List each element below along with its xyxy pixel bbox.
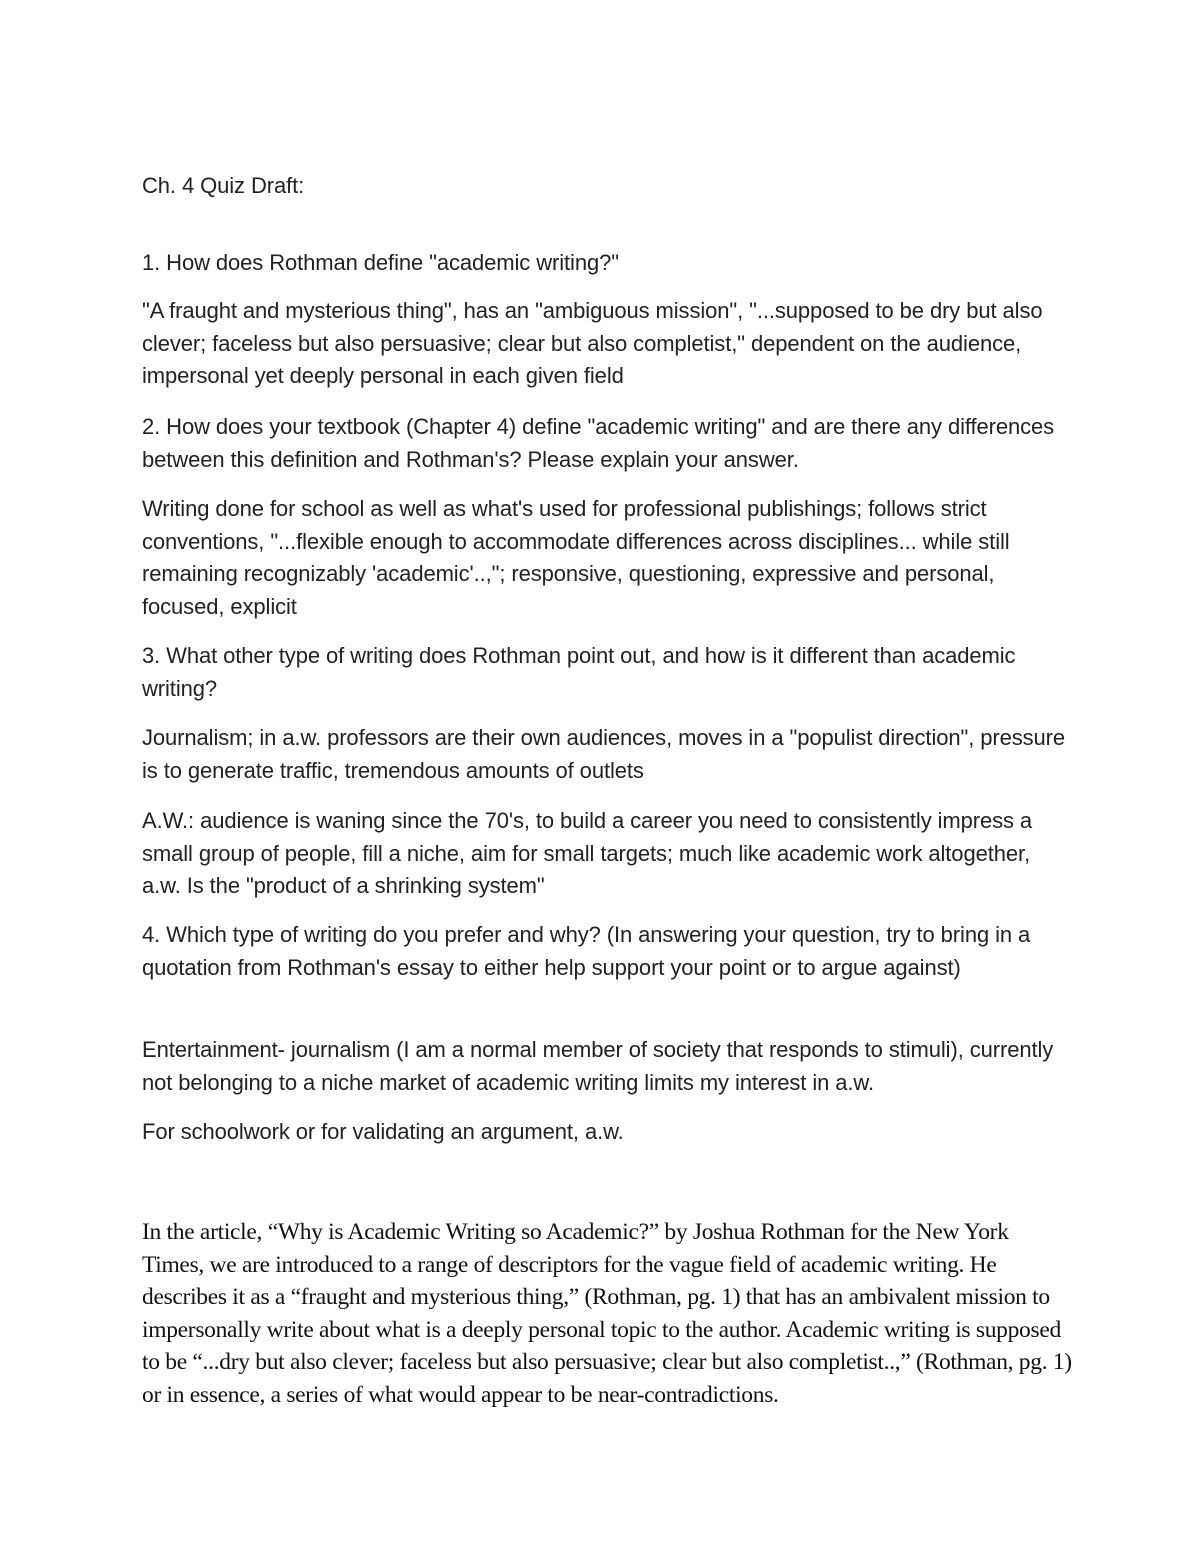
essay-paragraph: In the article, “Why is Academic Writing so Academic?” by Joshua Rothman for the New York Times, we are introduced to a range of descriptors for the vague field of academic writing. He describes it as a “fraught and mysterious thing,” (Rothman, pg. 1) that has an ambivalent mission to impersonally write about what is a deeply personal topic to the author. Academic writing is supposed to be “...dry but also clever; faceless but also persuasive; clear but also completist..,” (Rothman, pg. 1) or in essence, a series of what would appear to be near-contradictions. <box>142 1219 1072 1408</box>
answer-4-schoolwork: For schoolwork or for validating an argument, a.w. <box>142 1119 624 1144</box>
question-2: 2. How does your textbook (Chapter 4) define "academic writing" and are there any differences between this definition and Rothman's? Please explain your answer. <box>142 414 1055 472</box>
question-3: 3. What other type of writing does Rothman point out, and how is it different than academic writing? <box>142 643 1016 701</box>
answer-3-journalism: Journalism; in a.w. professors are their own audiences, moves in a "populist direction", pressure is to generate traffic, tremendous amounts of outlets <box>142 725 1066 783</box>
answer-2: Writing done for school as well as what's used for professional publishings; follows strict conventions, "...flexible enough to accommodate differences across disciplines... while still remaining recognizably 'academic'..,"; responsive, questioning, expressive and personal, focused, explicit <box>142 496 1010 619</box>
document-title: Ch. 4 Quiz Draft: <box>142 173 305 198</box>
question-1: 1. How does Rothman define "academic writing?" <box>142 250 619 275</box>
answer-4-preference: Entertainment- journalism (I am a normal member of society that responds to stimuli), currently not belonging to a niche market of academic writing limits my interest in a.w. <box>142 1037 1054 1095</box>
question-4: 4. Which type of writing do you prefer and why? (In answering your question, try to bring in a quotation from Rothman's essay to either help support your point or to argue against) <box>142 922 1031 980</box>
answer-3-academic-writing: A.W.: audience is waning since the 70's, to build a career you need to consistently impress a small group of people, fill a niche, aim for small targets; much like academic work altogether, a.w. Is the "product of a shrinking system" <box>142 808 1033 898</box>
answer-1: "A fraught and mysterious thing", has an "ambiguous mission", "...supposed to be dry but also clever; faceless but also persuasive; clear but also completist," dependent on the audience, impersonal yet deeply personal in each given field <box>142 298 1043 388</box>
